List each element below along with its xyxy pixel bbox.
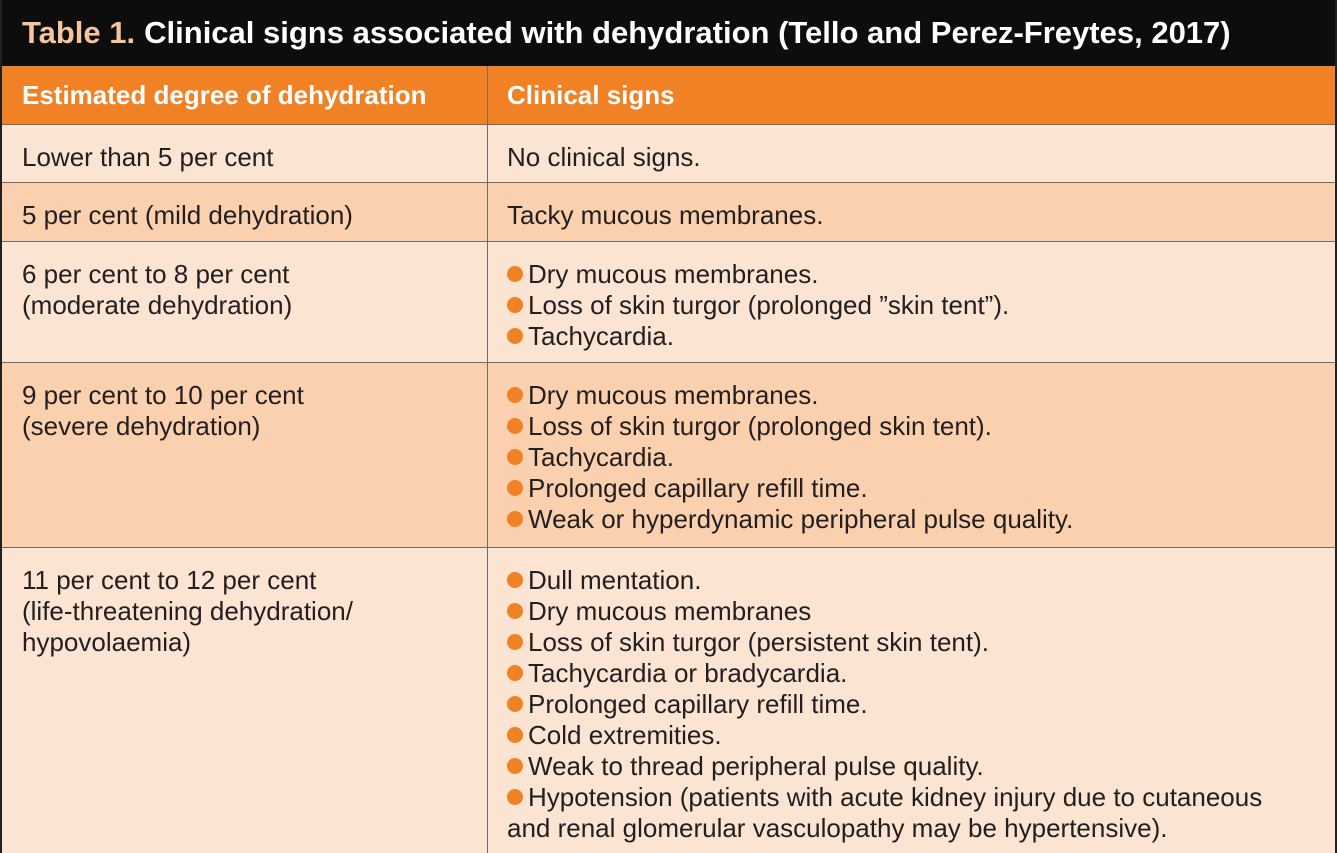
- sign-text: Dry mucous membranes: [528, 596, 812, 626]
- sign-text: Dry mucous membranes.: [528, 380, 819, 410]
- sign-item: [507, 259, 1315, 290]
- bullet-icon: [507, 511, 523, 527]
- sign-text: Prolonged capillary refill time.: [528, 473, 868, 503]
- sign-text: Prolonged capillary refill time.: [528, 689, 868, 719]
- degree-cell: [2, 363, 488, 547]
- table-header-row: [2, 66, 1335, 125]
- degree-text: (severe dehydration): [22, 411, 261, 441]
- sign-text: Dry mucous membranes.: [528, 259, 819, 289]
- sign-item: [507, 565, 1315, 596]
- sign-text: Loss of skin turgor (persistent skin tent).: [528, 627, 989, 657]
- sign-item: [507, 504, 1315, 535]
- degree-text: 5 per cent (mild dehydration): [22, 200, 353, 230]
- bullet-icon: [507, 572, 523, 588]
- sign-item: [507, 627, 1315, 658]
- signs-cell: [488, 125, 1335, 182]
- bullet-icon: [507, 789, 523, 805]
- table-title: [2, 0, 1335, 66]
- sign-item: [507, 290, 1315, 321]
- table-row: [2, 548, 1335, 853]
- degree-text: 6 per cent to 8 per cent: [22, 259, 290, 289]
- table-row: [2, 242, 1335, 363]
- degree-text: hypovolaemia): [22, 627, 192, 657]
- sign-item: [507, 782, 1315, 813]
- sign-item: [507, 596, 1315, 627]
- sign-text: Cold extremities.: [528, 720, 722, 750]
- degree-cell: [2, 242, 488, 362]
- sign-item: [507, 321, 1315, 352]
- sign-text: Tacky mucous membranes.: [507, 200, 824, 230]
- signs-cell: [488, 183, 1335, 241]
- sign-item: [507, 411, 1315, 442]
- table-row: [2, 125, 1335, 183]
- degree-text: (life-threatening dehydration/: [22, 596, 353, 626]
- sign-text: Tachycardia or bradycardia.: [528, 658, 848, 688]
- degree-cell: [2, 125, 488, 182]
- sign-item: [507, 442, 1315, 473]
- degree-cell: [2, 183, 488, 241]
- sign-text: Weak to thread peripheral pulse quality.: [528, 751, 984, 781]
- signs-cell: [488, 242, 1335, 362]
- bullet-icon: [507, 727, 523, 743]
- degree-text: 9 per cent to 10 per cent: [22, 380, 304, 410]
- header-degree: Estimated degree of dehydration: [2, 66, 488, 124]
- signs-cell: [488, 363, 1335, 547]
- degree-cell: [2, 548, 488, 853]
- bullet-icon: [507, 480, 523, 496]
- bullet-icon: [507, 758, 523, 774]
- sign-item: [507, 658, 1315, 689]
- sign-text: Weak or hyperdynamic peripheral pulse quality.: [528, 504, 1074, 534]
- bullet-icon: [507, 665, 523, 681]
- sign-text: Hypotension (patients with acute kidney injury due to cutaneous: [528, 782, 1263, 812]
- table-row: [2, 363, 1335, 548]
- bullet-icon: [507, 696, 523, 712]
- bullet-icon: [507, 328, 523, 344]
- sign-text: Loss of skin turgor (prolonged ”skin tent”).: [528, 290, 1010, 320]
- signs-cell: [488, 548, 1335, 853]
- table-row: [2, 183, 1335, 242]
- bullet-icon: [507, 266, 523, 282]
- sign-text: Loss of skin turgor (prolonged skin tent).: [528, 411, 992, 441]
- sign-item: [507, 380, 1315, 411]
- sign-text: No clinical signs.: [507, 142, 701, 172]
- bullet-icon: [507, 387, 523, 403]
- sign-continuation: and renal glomerular vasculopathy may be hypertensive).: [507, 813, 1168, 843]
- sign-item: [507, 689, 1315, 720]
- bullet-icon: [507, 603, 523, 619]
- sign-item: [507, 473, 1315, 504]
- degree-text: Lower than 5 per cent: [22, 142, 274, 172]
- table-number: Table 1.: [22, 15, 136, 50]
- degree-text: (moderate dehydration): [22, 290, 293, 320]
- sign-text: Tachycardia.: [528, 442, 674, 472]
- sign-item: [507, 720, 1315, 751]
- bullet-icon: [507, 297, 523, 313]
- table-caption: Clinical signs associated with dehydration (Tello and Perez-Freytes, 2017): [144, 15, 1231, 50]
- bullet-icon: [507, 449, 523, 465]
- bullet-icon: [507, 634, 523, 650]
- header-signs: Clinical signs: [507, 79, 675, 110]
- sign-text: Tachycardia.: [528, 321, 674, 351]
- bullet-icon: [507, 418, 523, 434]
- degree-text: 11 per cent to 12 per cent: [22, 565, 317, 595]
- sign-item: [507, 751, 1315, 782]
- sign-text: Dull mentation.: [528, 565, 702, 595]
